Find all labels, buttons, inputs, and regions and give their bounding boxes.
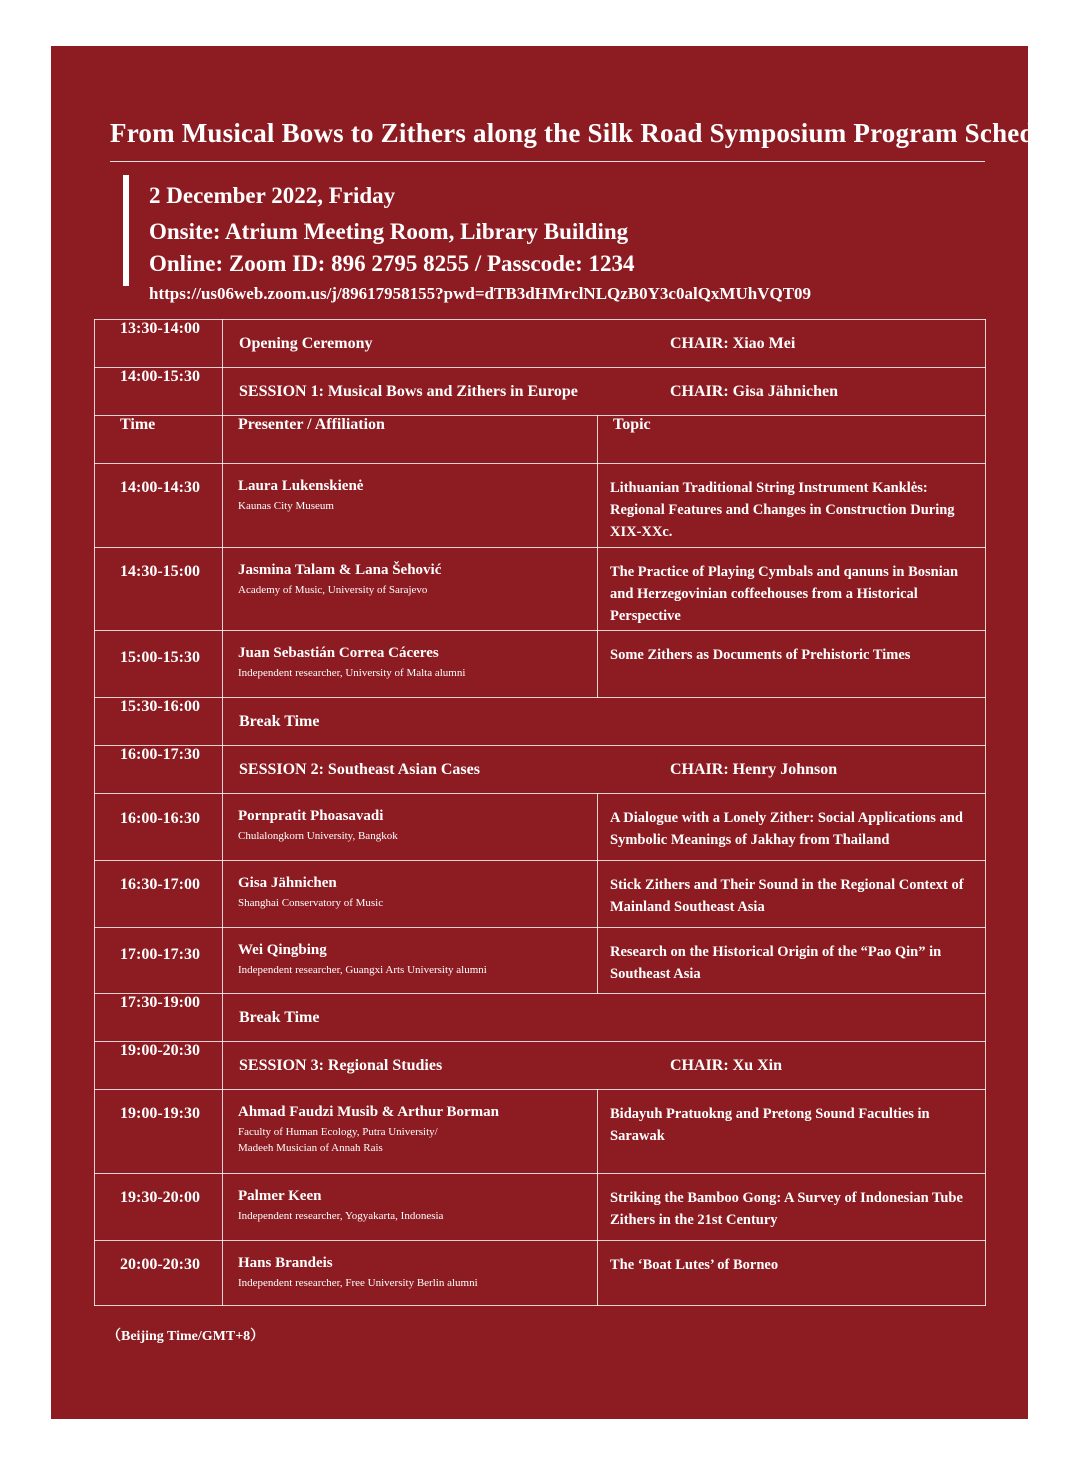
table-row: [95, 1090, 986, 1174]
talk-topic: A Dialogue with a Lonely Zither: Social Applications and Symbolic Meanings of Jakhay from Thailand: [598, 794, 986, 861]
talk-time: 17:00-17:30: [95, 928, 223, 994]
row-content: [223, 746, 986, 794]
talk-time: 14:00-14:30: [95, 464, 223, 548]
zoom-link[interactable]: https://us06web.zoom.us/j/89617958155?pwd=dTB3dHMrclNLQzB0Y3c0alQxMUhVQT09: [149, 284, 812, 303]
row-time: 16:00-17:30: [95, 746, 223, 794]
talk-time: 19:00-19:30: [95, 1090, 223, 1174]
table-row: [95, 1174, 986, 1241]
break-label: Break Time: [239, 712, 320, 730]
presenter-affiliation: Academy of Music, University of Sarajevo: [238, 584, 428, 596]
poster: [51, 46, 1070, 1419]
talk-time: 15:00-15:30: [95, 631, 223, 698]
chair-label: CHAIR: Gisa Jähnichen: [670, 382, 839, 400]
talk-topic: Stick Zithers and Their Sound in the Regional Context of Mainland Southeast Asia: [598, 861, 986, 928]
talk-topic: The Practice of Playing Cymbals and qanuns in Bosnian and Herzegovinian coffeehouses from a Historical Perspective: [598, 548, 986, 631]
header-presenter: Presenter / Affiliation: [223, 416, 598, 464]
row-content: [223, 698, 986, 746]
accent-bar: [123, 175, 129, 286]
schedule-table: [94, 319, 986, 1306]
table-row: [95, 1241, 986, 1306]
talk-topic: Research on the Historical Origin of the “Pao Qin” in Southeast Asia: [598, 928, 986, 994]
online-zoom-info: Online: Zoom ID: 896 2795 8255 / Passcode: 1234: [149, 251, 635, 276]
row-time: 19:00-20:30: [95, 1042, 223, 1090]
presenter-name: Ahmad Faudzi Musib & Arthur Borman: [238, 1104, 500, 1120]
talk-time: 20:00-20:30: [95, 1241, 223, 1306]
presenter-cell: [223, 1241, 598, 1306]
title-divider: [110, 161, 985, 162]
chair-label: CHAIR: Xiao Mei: [670, 334, 796, 352]
talk-time: 16:00-16:30: [95, 794, 223, 861]
header-time: Time: [95, 416, 223, 464]
presenter-name: Palmer Keen: [238, 1188, 322, 1204]
talk-topic: Bidayuh Pratuokng and Pretong Sound Faculties in Sarawak: [598, 1090, 986, 1174]
talk-topic: Some Zithers as Documents of Prehistoric Times: [598, 631, 986, 698]
session-title: SESSION 3: Regional Studies: [239, 1056, 443, 1074]
row-time: 17:30-19:00: [95, 994, 223, 1042]
header-topic: Topic: [598, 416, 986, 464]
presenter-cell: [223, 464, 598, 548]
presenter-name: Laura Lukenskienė: [238, 478, 364, 494]
presenter-cell: [223, 861, 598, 928]
presenter-cell: [223, 1174, 598, 1241]
table-header-row: [95, 416, 986, 464]
presenter-cell: [223, 631, 598, 698]
presenter-name: Juan Sebastián Correa Cáceres: [238, 645, 439, 661]
schedule-row-session-1: [95, 368, 986, 416]
timezone-note: （Beijing Time/GMT+8）: [107, 1329, 265, 1344]
session-title: SESSION 1: Musical Bows and Zithers in Europe: [239, 382, 578, 400]
onsite-location: Onsite: Atrium Meeting Room, Library Building: [149, 219, 629, 244]
presenter-affiliation: Independent researcher, Guangxi Arts University alumni: [238, 964, 487, 976]
schedule-row-break: [95, 698, 986, 746]
presenter-cell: [223, 1090, 598, 1174]
presenter-affiliation: Independent researcher, Yogyakarta, Indonesia: [238, 1210, 444, 1222]
row-content: [223, 1042, 986, 1090]
row-time: 14:00-15:30: [95, 368, 223, 416]
presenter-name: Hans Brandeis: [238, 1255, 333, 1271]
table-row: [95, 631, 986, 698]
presenter-cell: [223, 928, 598, 994]
presenter-affiliation: Shanghai Conservatory of Music: [238, 897, 384, 909]
chair-label: CHAIR: Henry Johnson: [670, 760, 838, 778]
talk-topic: Striking the Bamboo Gong: A Survey of Indonesian Tube Zithers in the 21st Century: [598, 1174, 986, 1241]
presenter-name: Wei Qingbing: [238, 942, 327, 958]
table-row: [95, 464, 986, 548]
page-title: From Musical Bows to Zithers along the Silk Road Symposium Program Schedule: [110, 118, 1070, 148]
presenter-name: Pornpratit Phoasavadi: [238, 808, 384, 824]
schedule-row-session-2: [95, 746, 986, 794]
table-row: [95, 928, 986, 994]
presenter-affiliation: Kaunas City Museum: [238, 500, 334, 512]
talk-topic: The ‘Boat Lutes’ of Borneo: [598, 1241, 986, 1306]
schedule-row-opening: [95, 320, 986, 368]
row-content: [223, 368, 986, 416]
row-label: Opening Ceremony: [239, 334, 373, 352]
schedule-row-break: [95, 994, 986, 1042]
talk-time: 19:30-20:00: [95, 1174, 223, 1241]
presenter-name: Jasmina Talam & Lana Šehović: [238, 562, 442, 578]
row-time: 15:30-16:00: [95, 698, 223, 746]
presenter-cell: [223, 548, 598, 631]
event-date: 2 December 2022, Friday: [149, 183, 396, 208]
table-row: [95, 861, 986, 928]
table-row: [95, 794, 986, 861]
chair-label: CHAIR: Xu Xin: [670, 1056, 783, 1074]
talk-time: 14:30-15:00: [95, 548, 223, 631]
table-row: [95, 548, 986, 631]
presenter-affiliation: Chulalongkorn University, Bangkok: [238, 830, 398, 842]
presenter-name: Gisa Jähnichen: [238, 875, 337, 891]
session-title: SESSION 2: Southeast Asian Cases: [239, 760, 480, 778]
talk-topic: Lithuanian Traditional String Instrument Kanklės: Regional Features and Changes in Construction During XIX-XXc.: [598, 464, 986, 548]
presenter-affiliation: Independent researcher, University of Malta alumni: [238, 667, 466, 679]
presenter-affiliation: Faculty of Human Ecology, Putra University/ Madeeh Musician of Annah Rais: [238, 1126, 438, 1154]
schedule-row-session-3: [95, 1042, 986, 1090]
presenter-affiliation: Independent researcher, Free University Berlin alumni: [238, 1277, 478, 1289]
presenter-cell: [223, 794, 598, 861]
row-content: [223, 320, 986, 368]
row-time: 13:30-14:00: [95, 320, 223, 368]
row-content: [223, 994, 986, 1042]
talk-time: 16:30-17:00: [95, 861, 223, 928]
break-label: Break Time: [239, 1008, 320, 1026]
